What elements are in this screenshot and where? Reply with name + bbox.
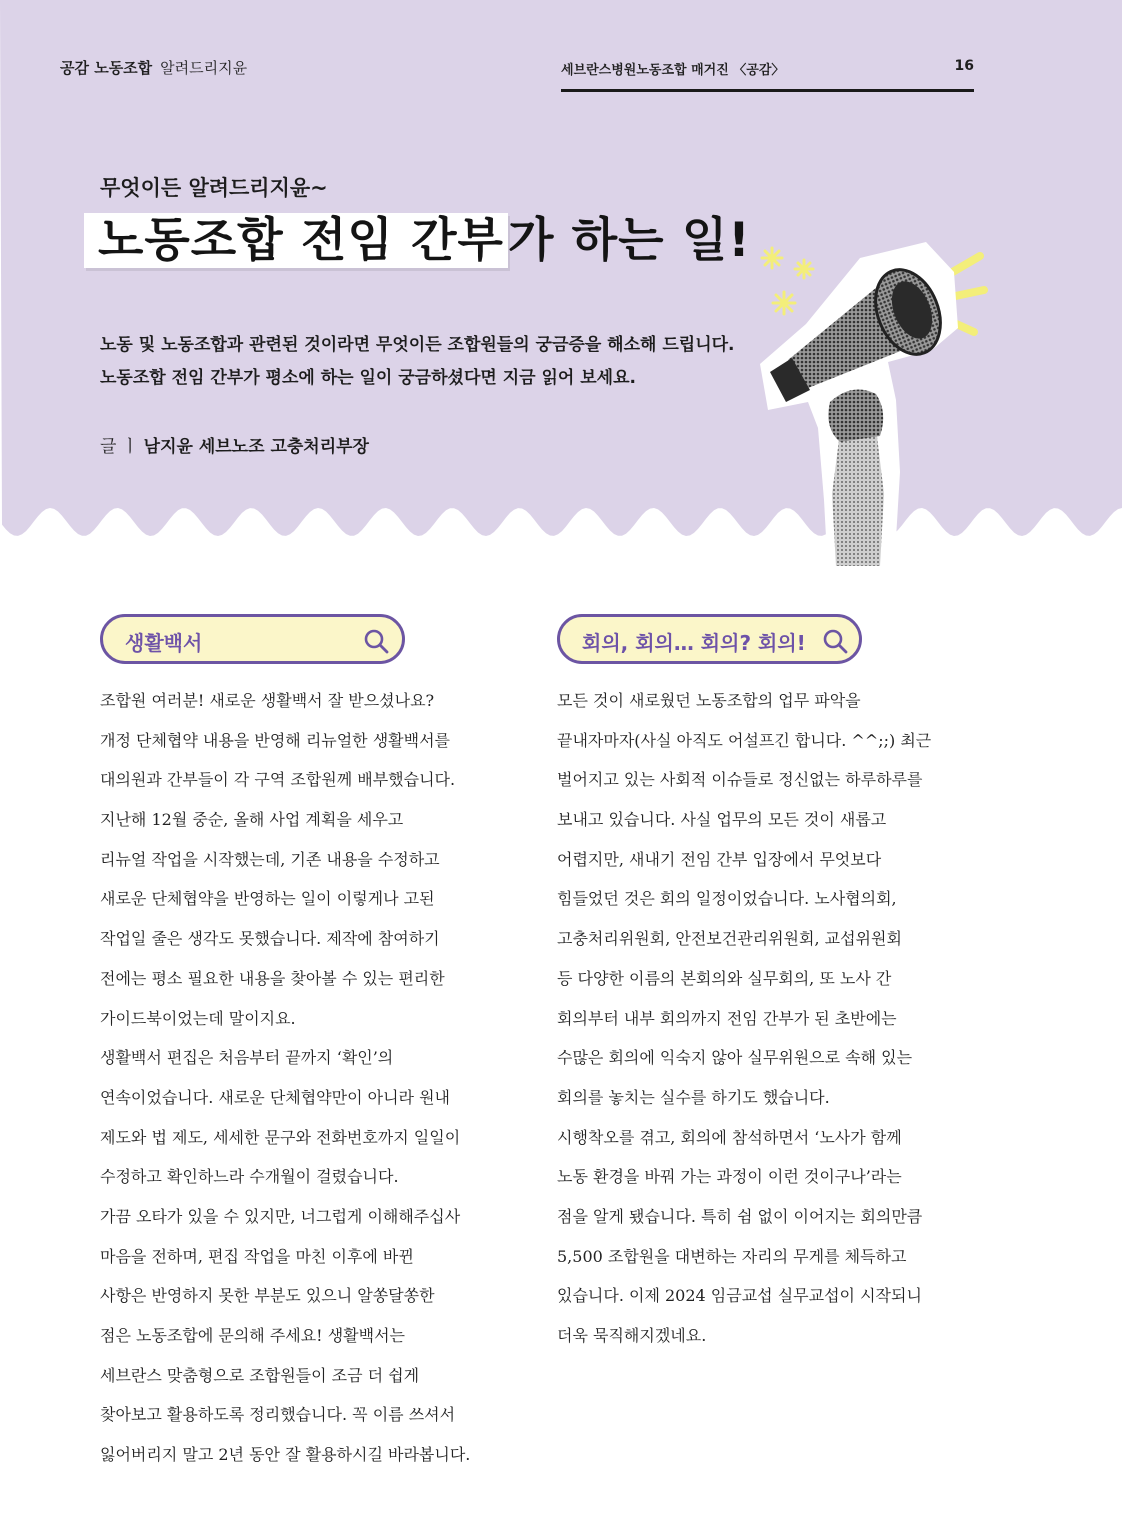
paragraph-line: 잃어버리지 말고 2년 동안 잘 활용하시길 바라봅니다. bbox=[100, 1445, 471, 1465]
section-name: 알려드리지윤 bbox=[160, 59, 248, 77]
paragraph-line: 회의를 놓치는 실수를 하기도 했습니다. bbox=[557, 1087, 830, 1107]
section-title-pill bbox=[100, 614, 405, 664]
paragraph-line: 시행착오를 겪고, 회의에 참석하면서 ‘노사가 함께 bbox=[557, 1127, 902, 1147]
paragraph-line: 어렵지만, 새내기 전임 간부 입장에서 무엇보다 bbox=[557, 849, 882, 869]
paragraph-line: 있습니다. 이제 2024 임금교섭 실무교섭이 시작되니 bbox=[557, 1286, 922, 1306]
section-header bbox=[60, 57, 247, 78]
paragraph-line: 더욱 묵직해지겠네요. bbox=[557, 1326, 707, 1345]
title-rest: 가 하는 일! bbox=[507, 213, 751, 268]
section-bold: 공감 노동조합 bbox=[60, 59, 153, 77]
paragraph-line: 개정 단체협약 내용을 반영해 리뉴얼한 생활백서를 bbox=[100, 730, 451, 750]
paragraph-line: 보내고 있습니다. 사실 업무의 모든 것이 새롭고 bbox=[557, 810, 887, 830]
paragraph-line: 모든 것이 새로웠던 노동조합의 업무 파악을 bbox=[557, 691, 861, 710]
paragraph-line: 찾아보고 활용하도록 정리했습니다. 꼭 이름 쓰셔서 bbox=[100, 1405, 456, 1425]
paragraph-line: 마음을 전하며, 편집 작업을 마친 이후에 바뀐 bbox=[100, 1246, 414, 1266]
byline bbox=[100, 432, 369, 457]
paragraph-line: 세브란스 맞춤형으로 조합원들이 조금 더 쉽게 bbox=[100, 1365, 420, 1385]
paragraph-line: 점은 노동조합에 문의해 주세요! 생활백서는 bbox=[100, 1326, 405, 1345]
paragraph-line: 회의부터 내부 회의까지 전임 간부가 된 초반에는 bbox=[557, 1008, 897, 1028]
section-title: 생활백서 bbox=[125, 631, 203, 655]
kicker: 무엇이든 알려드리지윤~ bbox=[100, 176, 328, 200]
paragraph-line: 수많은 회의에 익숙지 않아 실무위원으로 속해 있는 bbox=[557, 1048, 913, 1068]
page-number: 16 bbox=[954, 58, 974, 74]
paragraph-line: 힘들었던 것은 회의 일정이었습니다. 노사협의회, bbox=[557, 889, 897, 909]
magazine-name: 세브란스병원노동조합 매거진 〈공감〉 bbox=[561, 63, 785, 78]
paragraph-line: 작업일 줄은 생각도 못했습니다. 제작에 참여하기 bbox=[100, 929, 440, 949]
paragraph-line: 전에는 평소 필요한 내용을 찾아볼 수 있는 편리한 bbox=[100, 968, 445, 988]
paragraph-line: 수정하고 확인하느라 수개월이 걸렸습니다. bbox=[100, 1167, 399, 1187]
paragraph-line: 5,500 조합원을 대변하는 자리의 무게를 체득하고 bbox=[557, 1246, 907, 1266]
paragraph-line: 벌어지고 있는 사회적 이슈들로 정신없는 하루하루를 bbox=[557, 770, 923, 790]
magazine-header bbox=[561, 57, 974, 92]
paragraph-line: 새로운 단체협약을 반영하는 일이 이렇게나 고된 bbox=[100, 889, 435, 909]
article-column-life-guide bbox=[100, 681, 470, 1475]
section-title: 회의, 회의… 회의? 회의! bbox=[582, 631, 806, 655]
intro-line: 노동조합 전임 간부가 평소에 하는 일이 궁금하셨다면 지금 읽어 보세요. bbox=[100, 368, 636, 388]
paragraph-line: 지난해 12월 중순, 올해 사업 계획을 세우고 bbox=[100, 810, 404, 830]
paragraph-line: 조합원 여러분! 새로운 생활백서 잘 받으셨나요? bbox=[100, 691, 435, 710]
paragraph-line: 가끔 오타가 있을 수 있지만, 너그럽게 이해해주십사 bbox=[100, 1206, 461, 1226]
paragraph-line: 끝내자마자(사실 아직도 어설프긴 합니다. ^^;;) 최근 bbox=[557, 730, 932, 750]
paragraph-line: 리뉴얼 작업을 시작했는데, 기존 내용을 수정하고 bbox=[100, 849, 440, 869]
sparkle-icon bbox=[762, 248, 813, 314]
section-title-pill bbox=[557, 614, 862, 664]
paragraph-line: 연속이었습니다. 새로운 단체협약만이 아니라 원내 bbox=[100, 1087, 451, 1107]
search-icon bbox=[822, 628, 848, 654]
paragraph-line: 사항은 반영하지 못한 부분도 있으니 알쏭달쏭한 bbox=[100, 1286, 435, 1306]
megaphone-icon bbox=[748, 232, 988, 577]
paragraph-line: 점을 알게 됐습니다. 특히 쉼 없이 이어지는 회의만큼 bbox=[557, 1206, 923, 1226]
byline-author: 남지윤 세브노조 고충처리부장 bbox=[143, 437, 369, 457]
paragraph-line: 고충처리위원회, 안전보건관리위원회, 교섭위원회 bbox=[557, 929, 902, 949]
paragraph-line: 가이드북이었는데 말이지요. bbox=[100, 1008, 296, 1028]
paragraph-line: 등 다양한 이름의 본회의와 실무회의, 또 노사 간 bbox=[557, 968, 892, 988]
paragraph-line: 대의원과 간부들이 각 구역 조합원께 배부했습니다. bbox=[100, 770, 456, 790]
page-title bbox=[84, 210, 751, 272]
paragraph-line: 제도와 법 제도, 세세한 문구와 전화번호까지 일일이 bbox=[100, 1127, 461, 1147]
intro bbox=[100, 329, 735, 395]
title-highlight: 노동조합 전임 간부 bbox=[84, 213, 508, 268]
paragraph-line: 생활백서 편집은 처음부터 끝까지 ‘확인’의 bbox=[100, 1048, 394, 1068]
byline-prefix: 글 ㅣ bbox=[100, 437, 139, 457]
intro-line: 노동 및 노동조합과 관련된 것이라면 무엇이든 조합원들의 궁금증을 해소해 드립니다. bbox=[100, 335, 735, 355]
article-column-meetings bbox=[557, 681, 931, 1356]
paragraph-line: 노동 환경을 바꿔 가는 과정이 이런 것이구나’라는 bbox=[557, 1167, 902, 1187]
search-icon bbox=[363, 628, 389, 654]
